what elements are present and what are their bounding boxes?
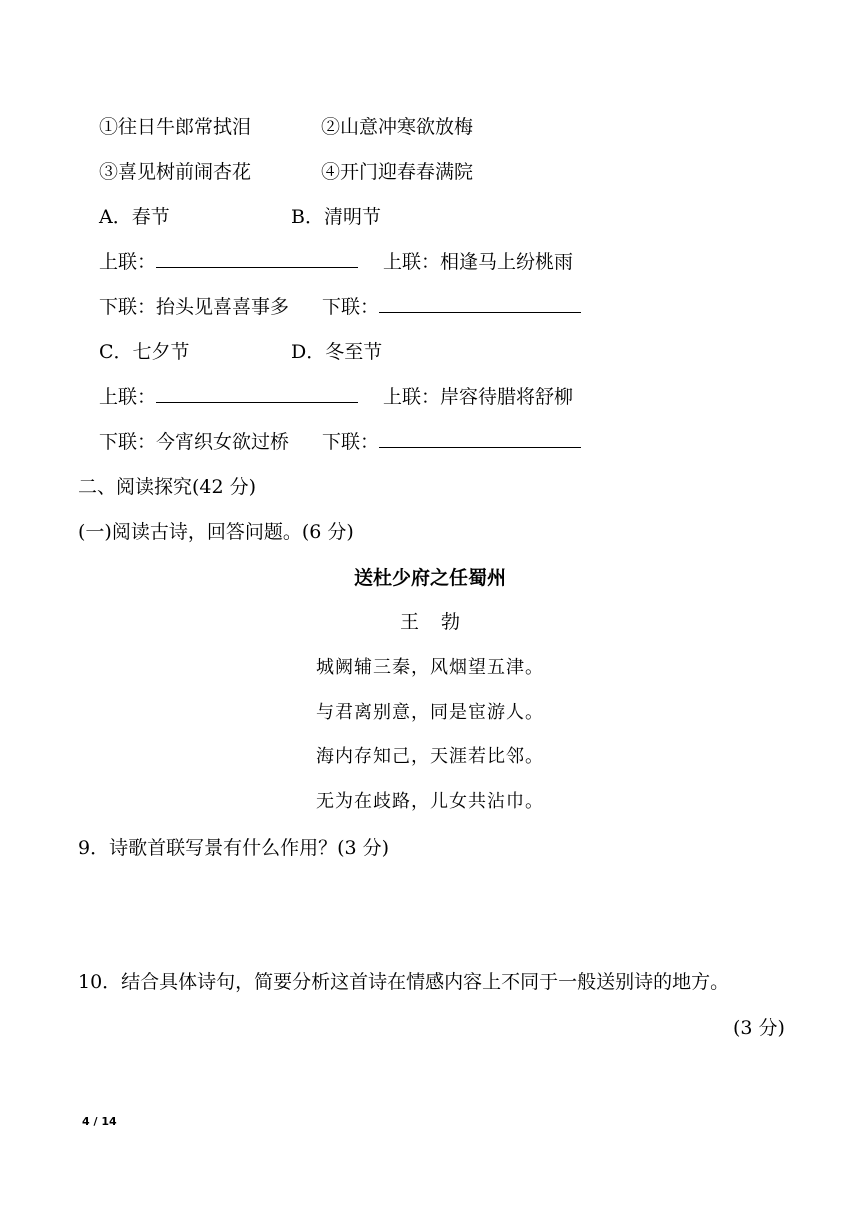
poem-line: 与君离别意，同是宦游人。 (316, 702, 544, 723)
answer-blank[interactable] (379, 295, 581, 313)
cd-upper-left-label: 上联： (99, 386, 157, 408)
poem-line: 无为在歧路，儿女共沾巾。 (316, 791, 544, 812)
option-a: A．春节 (99, 206, 170, 228)
answer-blank[interactable] (156, 385, 358, 403)
couplet-item-3: ③喜见树前闹杏花 (99, 161, 252, 183)
ab-lower-right (322, 295, 581, 319)
section-heading: 二、阅读探究(42 分) (78, 476, 257, 498)
option-b: B．清明节 (291, 206, 381, 228)
cd-lower-left: 下联：今宵织女欲过桥 (99, 431, 290, 453)
poem-author: 王勃 (399, 611, 482, 633)
poem-line: 海内存知己，天涯若比邻。 (316, 746, 544, 767)
option-c: C．七夕节 (99, 341, 190, 363)
ab-lower-left: 下联：抬头见喜喜事多 (99, 296, 290, 318)
part-heading: (一)阅读古诗，回答问题。(6 分) (78, 521, 354, 543)
cd-lower-right-label: 下联： (322, 431, 380, 453)
ab-lower-right-label: 下联： (322, 296, 380, 318)
page-number: 4 / 14 (82, 1115, 117, 1128)
couplet-item-1: ①往日牛郎常拭泪 (99, 116, 252, 138)
poem-title: 送杜少府之任蜀州 (353, 567, 506, 589)
couplet-item-4: ④开门迎春春满院 (321, 161, 474, 183)
ab-upper-left (99, 250, 358, 274)
option-d: D．冬至节 (291, 341, 383, 363)
cd-upper-left (99, 385, 358, 409)
poem-line: 城阙辅三秦，风烟望五津。 (316, 657, 544, 678)
answer-blank[interactable] (379, 430, 581, 448)
cd-upper-right: 上联：岸容待腊将舒柳 (383, 386, 574, 408)
ab-upper-left-label: 上联： (99, 251, 157, 273)
couplet-item-2: ②山意冲寒欲放梅 (321, 116, 474, 138)
question-10: 10．结合具体诗句，简要分析这首诗在情感内容上不同于一般送别诗的地方。 (78, 971, 730, 993)
cd-lower-right (322, 430, 581, 454)
answer-blank[interactable] (156, 250, 358, 268)
ab-upper-right: 上联：相逢马上纷桃雨 (383, 251, 574, 273)
question-9: 9．诗歌首联写景有什么作用？(3 分) (78, 837, 390, 859)
question-10-score: (3 分) (733, 1017, 785, 1039)
